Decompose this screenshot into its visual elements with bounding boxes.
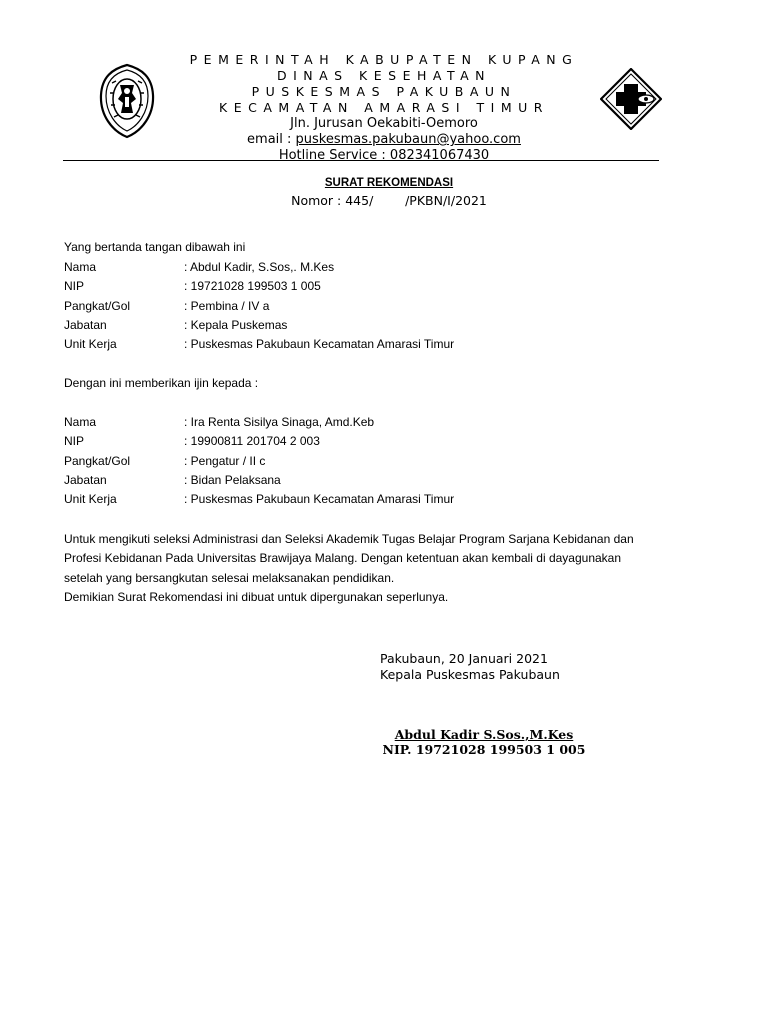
field-value: : 19721028 199503 1 005 bbox=[184, 279, 321, 293]
letterhead-government: PEMERINTAH KABUPATEN KUPANG bbox=[189, 52, 579, 67]
email-label: email : bbox=[247, 132, 296, 147]
signature-position: Kepala Puskesmas Pakubaun bbox=[380, 667, 560, 682]
field-value: : 19900811 201704 2 003 bbox=[184, 434, 320, 448]
letterhead-institution: PUSKESMAS PAKUBAUN bbox=[251, 84, 517, 99]
field-value: : Bidan Pelaksana bbox=[184, 473, 281, 487]
letterhead bbox=[0, 52, 768, 164]
field-label: NIP bbox=[64, 434, 85, 448]
field-label: Nama bbox=[64, 415, 97, 429]
field-label: Unit Kerja bbox=[64, 492, 117, 506]
field-label: Pangkat/Gol bbox=[64, 454, 131, 468]
field-value: : Kepala Puskemas bbox=[184, 318, 288, 332]
signature-name: Abdul Kadir S.Sos.,M.Kes bbox=[394, 727, 574, 742]
body-paragraph-line: setelah yang bersangkutan selesai melaksanakan pendidikan. bbox=[64, 571, 395, 585]
field-value: : Pengatur / II c bbox=[184, 454, 266, 468]
body-paragraph-line: Untuk mengikuti seleksi Administrasi dan Seleksi Akademik Tugas Belajar Program Sarjana Kebidanan dan bbox=[64, 532, 634, 546]
field-label: Unit Kerja bbox=[64, 337, 117, 351]
field-label: Jabatan bbox=[64, 473, 107, 487]
field-label: Pangkat/Gol bbox=[64, 299, 131, 313]
field-value: : Abdul Kadir, S.Sos,. M.Kes bbox=[184, 260, 335, 274]
field-label: NIP bbox=[64, 279, 85, 293]
field-label: Jabatan bbox=[64, 318, 107, 332]
field-value: : Puskesmas Pakubaun Kecamatan Amarasi Timur bbox=[184, 337, 455, 351]
letterhead-address: Jln. Jurusan Oekabiti-Oemoro bbox=[290, 116, 478, 131]
letterhead-district: KECAMATAN AMARASI TIMUR bbox=[219, 100, 549, 115]
letterhead-divider bbox=[63, 160, 659, 161]
recipient-intro: Dengan ini memberikan ijin kepada : bbox=[64, 376, 259, 390]
letterhead-hotline: Hotline Service : 082341067430 bbox=[278, 148, 490, 163]
body-paragraph-line: Profesi Kebidanan Pada Universitas Brawijaya Malang. Dengan ketentuan akan kembali di dayagunakan bbox=[64, 551, 622, 565]
field-value: : Ira Renta Sisilya Sinaga, Amd.Keb bbox=[184, 415, 375, 429]
body-paragraph-line: Demikian Surat Rekomendasi ini dibuat untuk dipergunakan seperlunya. bbox=[64, 590, 449, 604]
signature-place-date: Pakubaun, 20 Januari 2021 bbox=[380, 651, 548, 666]
signature-nip: NIP. 19721028 199503 1 005 bbox=[382, 742, 586, 757]
field-value: : Puskesmas Pakubaun Kecamatan Amarasi Timur bbox=[184, 492, 455, 506]
signer-intro: Yang bertanda tangan dibawah ini bbox=[64, 240, 246, 254]
letter-number: Nomor : 445/ /PKBN/I/2021 bbox=[291, 193, 487, 208]
letterhead-email-line bbox=[0, 132, 768, 148]
letter-title: SURAT REKOMENDASI bbox=[324, 177, 454, 189]
field-value: : Pembina / IV a bbox=[184, 299, 270, 313]
field-label: Nama bbox=[64, 260, 97, 274]
letterhead-department: DINAS KESEHATAN bbox=[276, 68, 492, 83]
email-link[interactable]: puskesmas.pakubaun@yahoo.com bbox=[295, 132, 521, 147]
